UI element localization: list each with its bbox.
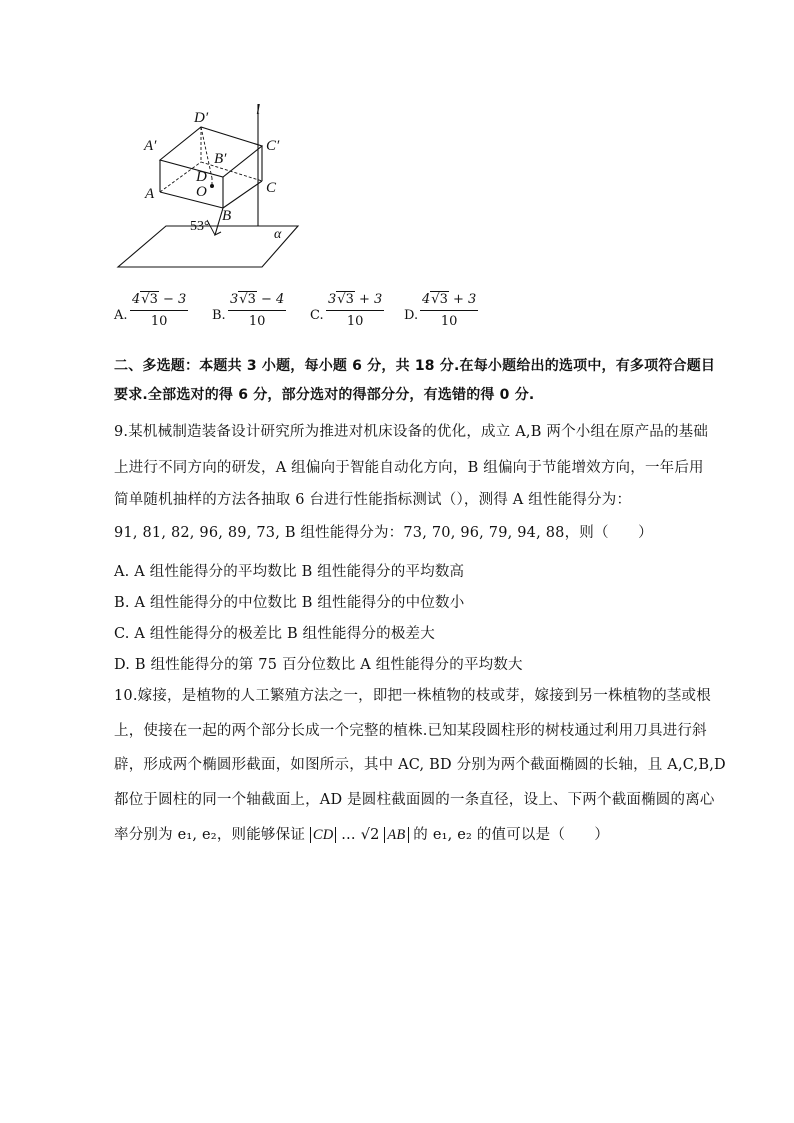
- q10-stem-line-3: 辟，形成两个椭圆形截面，如图所示，其中 AC, BD 分别为两个截面椭圆的长轴，且 A,C,B,D: [114, 757, 726, 773]
- q9-option-a[interactable]: A. A 组性能得分的平均数比 B 组性能得分的平均数高: [114, 564, 465, 580]
- section-heading-line-1: 二、多选题：本题共 3 小题，每小题 6 分，共 18 分.在每小题给出的选项中，有多项符合题目: [114, 358, 716, 374]
- label-b-prime: B′: [214, 151, 227, 167]
- q9-stem-line-4: 91, 81, 82, 96, 89, 73, B 组性能得分为：73, 70, 96, 79, 94, 88，则（ ）: [114, 525, 653, 541]
- point-o: [210, 184, 214, 188]
- sqrt-symbol: √3: [239, 292, 256, 307]
- q10-stem-line-4: 都位于圆柱的同一个轴截面上，AD 是圆柱截面圆的一条直径，设上、下两个截面椭圆的离心: [114, 792, 715, 808]
- q10-stem-line-1: 10.嫁接，是植物的人工繁殖方法之一，即把一株植物的枝或芽，嫁接到另一株植物的茎或根: [114, 688, 711, 704]
- fraction: $\frac{4√3 + 3}{10}$: [422, 292, 477, 329]
- q9-stem-line-1: 9.某机械制造装备设计研究所为推进对机床设备的优化，成立 A,B 两个小组在原产品的基础: [114, 424, 709, 440]
- sqrt-symbol: √3: [141, 292, 158, 307]
- abs-ab: AB: [384, 827, 408, 843]
- label-alpha: α: [274, 227, 282, 242]
- label-c-prime: C′: [266, 138, 280, 154]
- label-l: l: [256, 102, 261, 118]
- q9-option-c[interactable]: C. A 组性能得分的极差比 B 组性能得分的极差大: [114, 626, 435, 642]
- answer-choices: A. $\frac{4√3 - 3}{10}$ B. $\frac{3√3 - 4}{10}$ C. $\frac{3√3 + 3}{10}$ D. $\frac{4√3 + 3}{10}$: [114, 292, 477, 329]
- q10-stem-line-5: 率分别为 e₁, e₂，则能够保证 CD … √2 AB 的 e₁, e₂ 的值可以是（ ）: [114, 827, 610, 843]
- q9-option-d[interactable]: D. B 组性能得分的第 75 百分位数比 A 组性能得分的平均数大: [114, 657, 523, 673]
- q10-stem-line-2: 上，使接在一起的两个部分长成一个完整的植株.已知某段圆柱形的树枝通过利用刀具进行斜: [114, 723, 707, 739]
- label-a-prime: A′: [144, 138, 157, 154]
- q9-stem-line-2: 上进行不同方向的研发，A 组偏向于智能自动化方向，B 组偏向于节能增效方向，一年后用: [114, 460, 704, 476]
- label-o: O: [196, 184, 207, 200]
- label-b: B: [222, 208, 232, 224]
- prism-top-face: [160, 127, 262, 177]
- label-a: A: [145, 186, 155, 202]
- label-d: D: [196, 169, 207, 185]
- label-angle: 53°: [190, 219, 210, 234]
- label-d-prime: D′: [194, 110, 209, 126]
- fraction: $\frac{4√3 - 3}{10}$: [132, 292, 187, 329]
- prism-plane-figure: [108, 92, 308, 272]
- q9-stem-line-3: 简单随机抽样的方法各抽取 6 台进行性能指标测试（），测得 A 组性能得分为：: [114, 492, 632, 508]
- section-heading-line-2: 要求.全部选对的得 6 分，部分选对的得部分分，有选错的得 0 分.: [114, 387, 535, 403]
- fraction: $\frac{3√3 + 3}{10}$: [328, 292, 383, 329]
- fraction: $\frac{3√3 - 4}{10}$: [230, 292, 285, 329]
- label-c: C: [266, 180, 277, 196]
- sqrt-symbol: √3: [337, 292, 354, 307]
- sqrt-symbol: √3: [431, 292, 448, 307]
- q9-option-b[interactable]: B. A 组性能得分的中位数比 B 组性能得分的中位数小: [114, 595, 465, 611]
- abs-cd: CD: [310, 827, 337, 843]
